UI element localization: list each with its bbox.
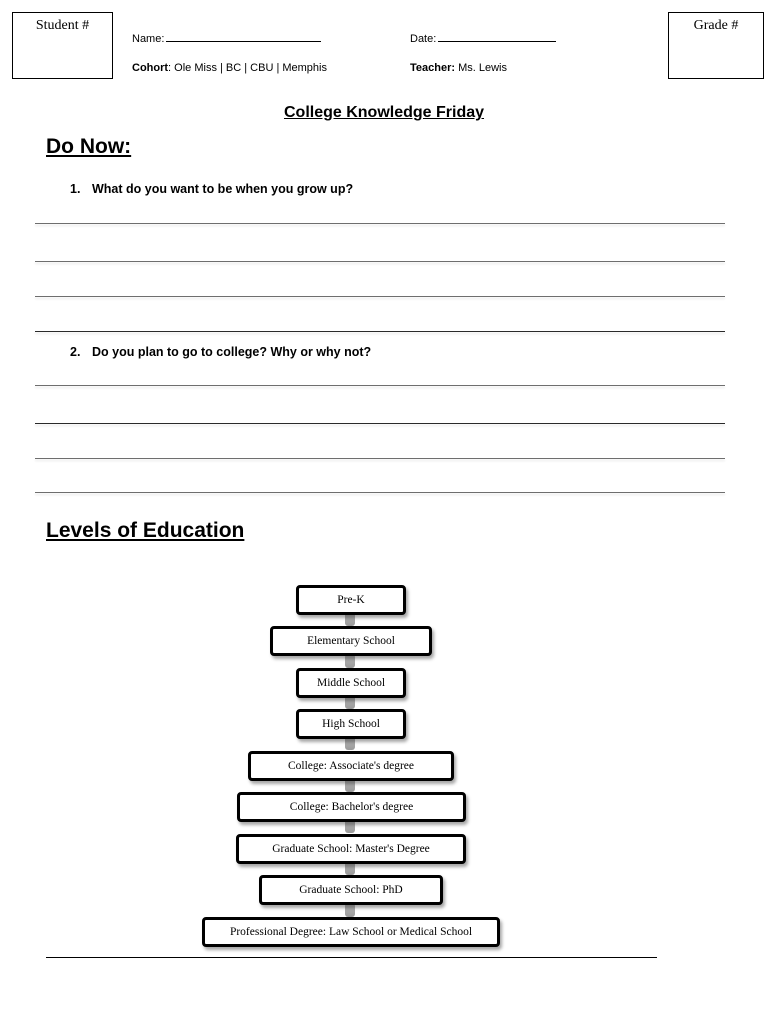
level-associates-degree: College: Associate's degree: [248, 751, 454, 781]
level-masters-degree: Graduate School: Master's Degree: [236, 834, 466, 864]
page-title: College Knowledge Friday: [283, 104, 485, 121]
date-field[interactable]: [410, 31, 556, 45]
level-bachelors-degree: College: Bachelor's degree: [237, 792, 466, 822]
grade-number-label: Grade #: [693, 18, 739, 33]
do-now-heading: Do Now:: [46, 135, 132, 158]
answer-2-line-2[interactable]: [35, 423, 725, 424]
student-number-label: Student #: [35, 18, 90, 33]
date-label: Date:: [410, 33, 437, 45]
name-label: Name:: [132, 33, 165, 45]
cohort-value: : Ole Miss | BC | CBU | Memphis: [168, 62, 327, 74]
teacher-value: Ms. Lewis: [455, 62, 508, 74]
level-phd: Graduate School: PhD: [259, 875, 443, 905]
question-1-text: What do you want to be when you grow up?: [92, 182, 354, 196]
level-middle-school: Middle School: [296, 668, 406, 698]
grade-number-box[interactable]: [668, 12, 764, 79]
date-blank[interactable]: [438, 31, 556, 42]
level-professional-degree: Professional Degree: Law School or Medical School: [202, 917, 500, 947]
answer-1-line-4[interactable]: [35, 331, 725, 332]
answer-1-line-2[interactable]: [35, 261, 725, 262]
name-field[interactable]: [132, 31, 321, 45]
question-2: [70, 345, 371, 359]
answer-1-line-1[interactable]: [35, 223, 725, 224]
question-2-number: 2.: [70, 345, 81, 359]
question-2-text: Do you plan to go to college? Why or why not?: [92, 345, 372, 359]
bottom-divider: [46, 957, 657, 958]
question-1-number: 1.: [70, 182, 81, 196]
connector-8: [345, 903, 355, 917]
student-number-box[interactable]: [12, 12, 113, 79]
level-high-school: High School: [296, 709, 406, 739]
teacher-label: Teacher:: [410, 62, 456, 74]
level-pre-k: Pre-K: [296, 585, 406, 615]
answer-2-line-4[interactable]: [35, 492, 725, 493]
teacher-line: [410, 62, 507, 74]
question-1: [70, 182, 353, 196]
answer-2-line-1[interactable]: [35, 385, 725, 386]
connector-2: [345, 654, 355, 668]
answer-2-line-3[interactable]: [35, 458, 725, 459]
cohort-label: Cohort: [132, 62, 169, 74]
levels-heading: Levels of Education: [46, 519, 245, 542]
answer-1-line-3[interactable]: [35, 296, 725, 297]
cohort-line: [132, 62, 327, 74]
level-elementary-school: Elementary School: [270, 626, 432, 656]
name-blank[interactable]: [166, 31, 321, 42]
